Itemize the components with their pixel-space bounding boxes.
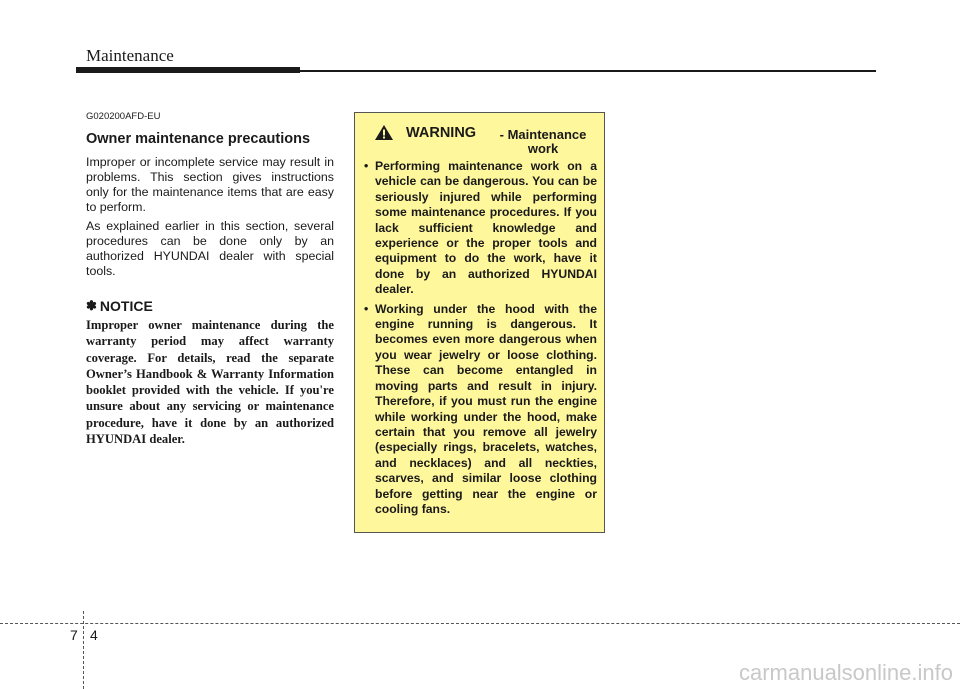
warning-title — [363, 123, 597, 159]
warning-item-text: Working under the hood with the engine running is dangerous. It becomes even more dangerous when you wear jewelry or loose clothing. These can become entangled in moving parts and result in injury. Therefore, if you must run the engine while working under the hood, make certain that you remove all jewelry (especially rings, bracelets, watches, and necklaces) and all neckties, scarves, and similar loose clothing before getting near the engine or cooling fans. — [375, 301, 597, 516]
warning-item-text: Performing maintenance work on a vehicle can be dangerous. You can be seriously injured while performing some maintenance procedures. If you lack sufficient knowledge and experience or the proper tools and equipment to do the work, have it done by an authorized HYUNDAI dealer. — [375, 159, 597, 297]
warning-list — [363, 159, 597, 517]
section-heading: Owner maintenance precautions — [86, 131, 311, 147]
bullet-icon: • — [364, 301, 369, 316]
page-number: 4 — [90, 627, 98, 643]
paragraph: Improper or incomplete service may result in problems. This section gives instructions only for the maintenance items that are easy to perform. — [86, 155, 334, 214]
page-header-title: Maintenance — [86, 46, 174, 65]
warning-subtitle: - Maintenance work — [499, 127, 587, 156]
notice-star-icon: ✽ — [86, 298, 97, 313]
warning-item — [363, 302, 597, 518]
notice-body: Improper owner maintenance during the warranty period may affect warranty coverage. For details, read the separate Owner’s Handbook & Warranty Information booklet provided with the vehicle. If you're unsure about any servicing or maintenance procedure, have it done by an authorized HYUNDAI dealer. — [86, 318, 334, 447]
warning-triangle-icon — [374, 124, 394, 141]
warning-item — [363, 159, 597, 298]
warning-word: WARNING — [406, 125, 477, 141]
notice-heading — [86, 298, 334, 314]
main-column — [86, 111, 334, 447]
page-chapter: 7 — [70, 627, 78, 643]
watermark: carmanualsonline.info — [738, 660, 953, 685]
header-rule-thick — [76, 67, 300, 73]
footer-rule — [0, 623, 960, 624]
paragraph: As explained earlier in this section, several procedures can be done only by an authorized HYUNDAI dealer with special tools. — [86, 219, 334, 278]
section-code: G020200AFD-EU — [86, 111, 161, 122]
footer-divider — [83, 611, 84, 689]
notice-title: NOTICE — [99, 298, 153, 314]
header-rule-thin — [300, 70, 876, 72]
warning-box — [354, 112, 605, 533]
bullet-icon: • — [364, 159, 369, 173]
